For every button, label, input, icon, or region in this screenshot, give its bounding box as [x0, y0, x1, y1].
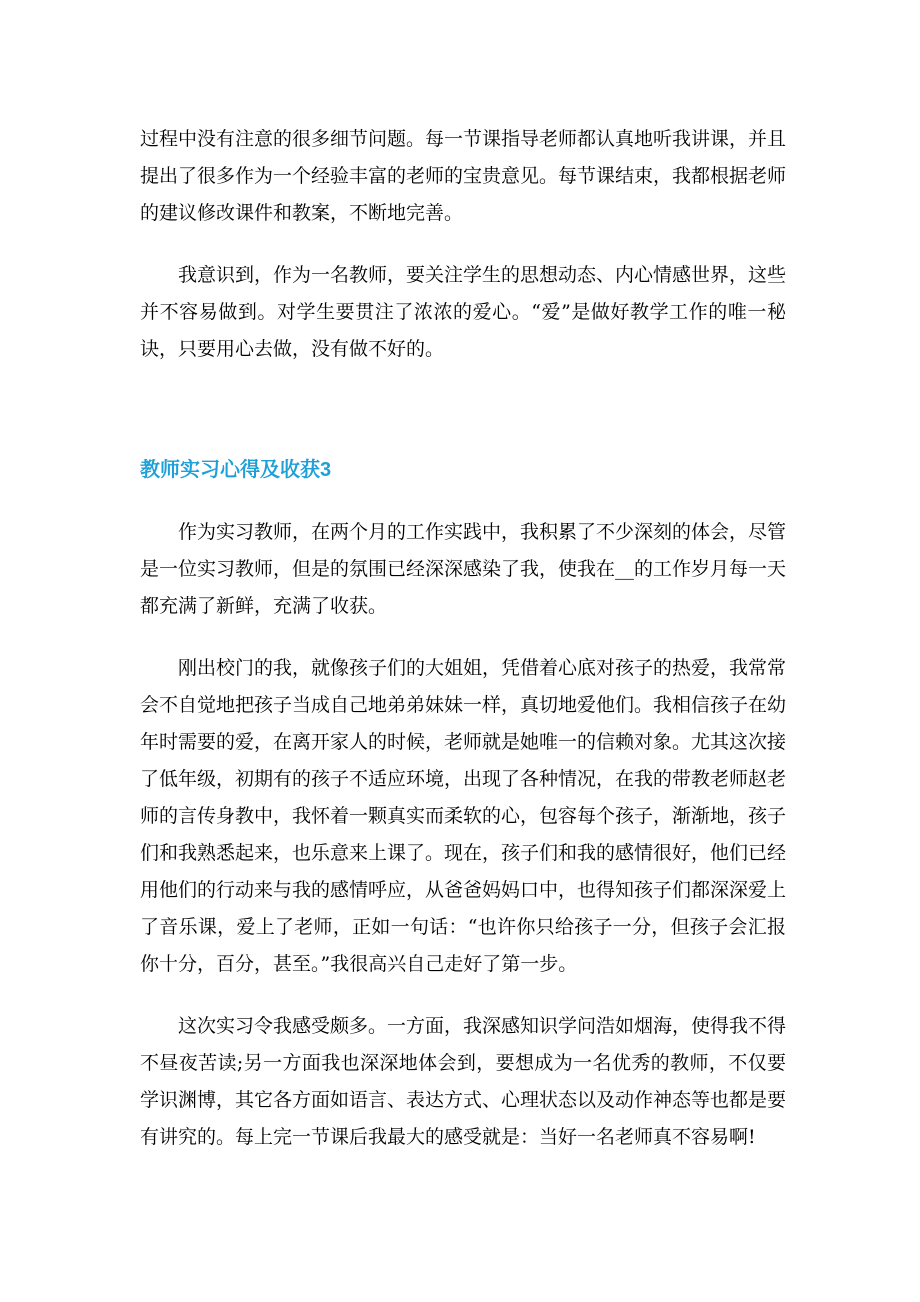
paragraph: 作为实习教师，在两个月的工作实践中，我积累了不少深刻的体会，尽管是一位实习教师，但是的氛围已经深深感染了我，使我在__的工作岁月每一天都充满了新鲜，充满了收获。 — [140, 521, 787, 617]
section-heading: 教师实习心得及收获3 — [140, 459, 332, 481]
paragraph: 刚出校门的我，就像孩子们的大姐姐，凭借着心底对孩子的热爱，我常常会不自觉地把孩子当成自己地弟弟妹妹一样，真切地爱他们。我相信孩子在幼年时需要的爱，在离开家人的时候，老师就是她唯一的信赖对象。尤其这次接了低年级，初期有的孩子不适应环境，出现了各种情况，在我的带教老师赵老师的言传身教中，我怀着一颗真实而柔软的心，包容每个孩子，渐渐地，孩子们和我熟悉起来，也乐意来上课了。现在，孩子们和我的感情很好，他们已经用他们的行动来与我的感情呼应，从爸爸妈妈口中，也得知孩子们都深深爱上了音乐课，爱上了老师，正如一句话：“也许你只给孩子一分，但孩子会汇报你十分，百分，甚至。”我很高兴自己走好了第一步。 — [140, 657, 787, 975]
paragraph: 这次实习令我感受颇多。一方面，我深感知识学问浩如烟海，使得我不得不昼夜苦读;另一方面我也深深地体会到，要想成为一名优秀的教师，不仅要学识渊博，其它各方面如语言、表达方式、心理状态以及动作神态等也都是要有讲究的。每上完一节课后我最大的感受就是：当好一名老师真不容易啊! — [140, 1015, 787, 1148]
paragraph: 我意识到，作为一名教师，要关注学生的思想动态、内心情感世界，这些并不容易做到。对学生要贯注了浓浓的爱心。“爱”是做好教学工作的唯一秘诀，只要用心去做，没有做不好的。 — [140, 264, 787, 360]
document-body — [140, 121, 786, 1156]
paragraph-continuation: 过程中没有注意的很多细节问题。每一节课指导老师都认真地听我讲课，并且提出了很多作为一个经验丰富的老师的宝贵意见。每节课结束，我都根据老师的建议修改课件和教案，不断地完善。 — [140, 128, 787, 224]
